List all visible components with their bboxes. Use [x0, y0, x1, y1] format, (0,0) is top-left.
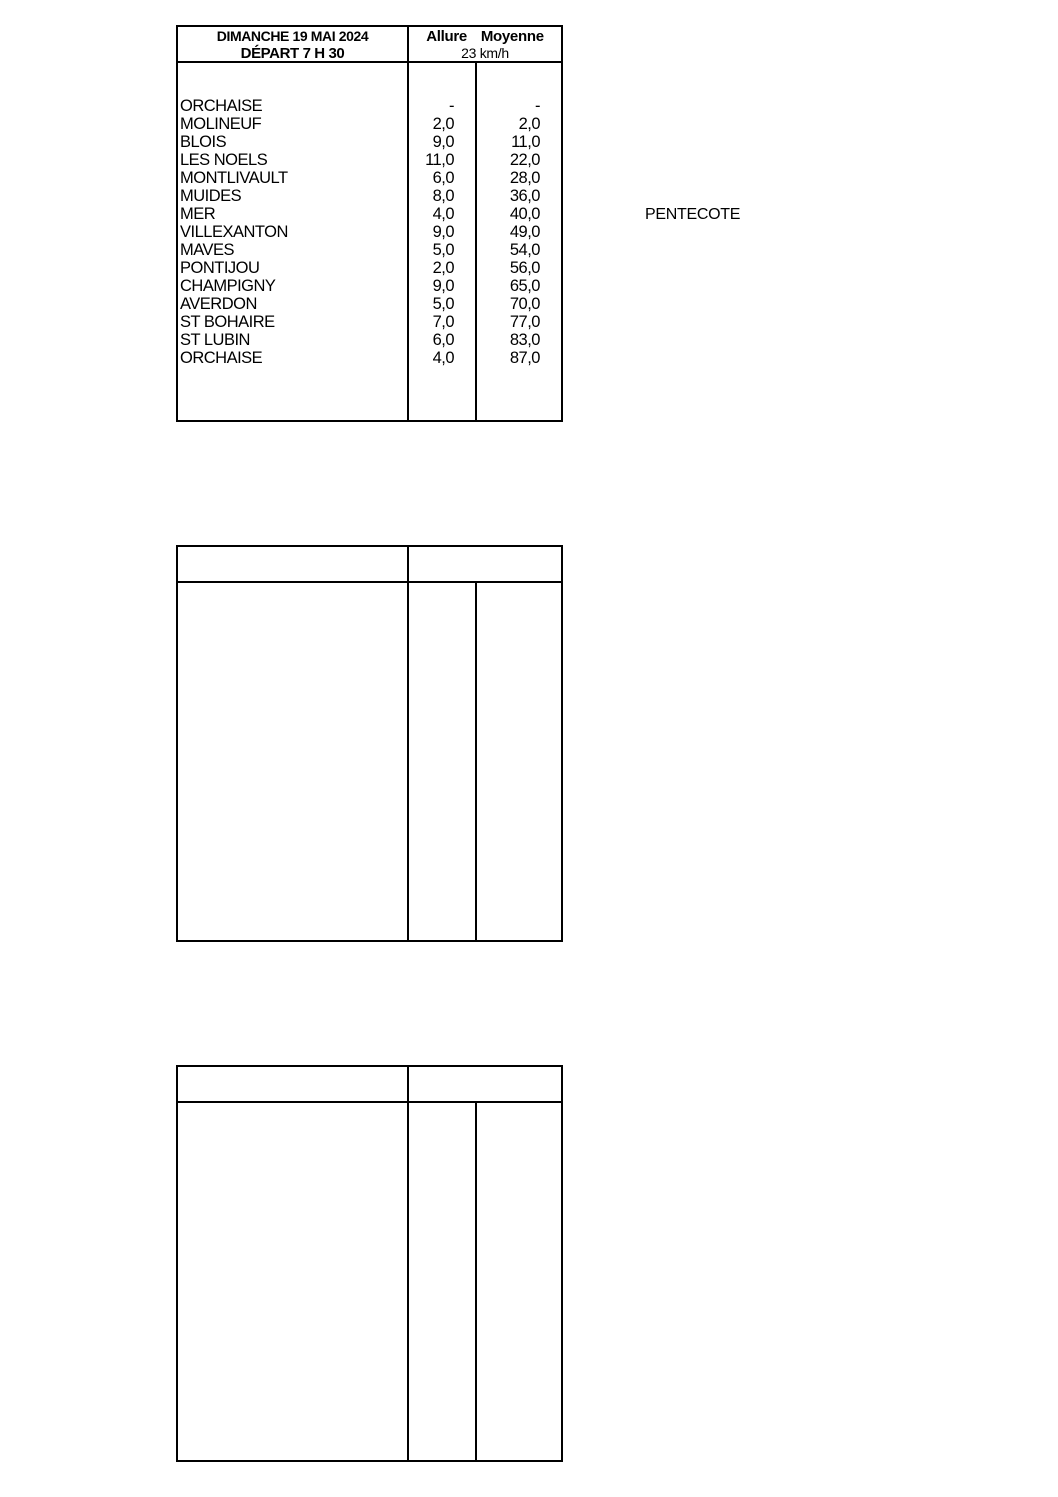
town-name: PONTIJOU	[180, 259, 260, 277]
allure-value: 6,0	[432, 331, 454, 349]
table-row	[178, 349, 561, 367]
moyenne-value: 11,0	[511, 133, 540, 151]
table-row	[178, 241, 561, 259]
town-name: MER	[180, 205, 216, 223]
route-table-3	[176, 1065, 563, 1462]
allure-value: 8,0	[432, 187, 454, 205]
allure-value: 5,0	[432, 241, 454, 259]
column-divider	[407, 547, 409, 940]
moyenne-value: 36,0	[509, 187, 540, 205]
allure-value: 9,0	[432, 277, 454, 295]
route-table-2	[176, 545, 563, 942]
town-name: MONTLIVAULT	[180, 169, 288, 187]
allure-value: 2,0	[432, 115, 454, 133]
town-name: AVERDON	[180, 295, 257, 313]
allure-value: 6,0	[432, 169, 454, 187]
town-name: MUIDES	[180, 187, 242, 205]
column-divider	[475, 1103, 477, 1460]
town-name: ORCHAISE	[180, 97, 263, 115]
town-name: LES NOELS	[180, 151, 268, 169]
table-row	[178, 97, 561, 115]
date-line: DIMANCHE 19 MAI 2024	[216, 28, 369, 44]
town-name: ST BOHAIRE	[180, 313, 275, 331]
allure-value: 7,0	[432, 313, 454, 331]
table-header	[178, 27, 561, 63]
table-row	[178, 295, 561, 313]
table-row	[178, 115, 561, 133]
allure-value: 11,0	[425, 151, 454, 169]
town-name: BLOIS	[180, 133, 227, 151]
header-date	[178, 28, 407, 62]
table-row	[178, 259, 561, 277]
town-name: ST LUBIN	[180, 331, 250, 349]
table-row	[178, 205, 561, 223]
col-moyenne: Moyenne	[480, 28, 544, 45]
allure-value: -	[449, 97, 454, 115]
allure-value: 9,0	[432, 223, 454, 241]
moyenne-value: 40,0	[509, 205, 540, 223]
town-name: MAVES	[180, 241, 235, 259]
speed-label: 23 km/h	[461, 45, 509, 61]
town-name: MOLINEUF	[180, 115, 262, 133]
column-divider	[475, 583, 477, 940]
moyenne-value: 22,0	[509, 151, 540, 169]
table-row	[178, 169, 561, 187]
moyenne-value: 87,0	[509, 349, 540, 367]
table-row	[178, 313, 561, 331]
table-row	[178, 277, 561, 295]
moyenne-value: 83,0	[509, 331, 540, 349]
route-table-1	[176, 25, 563, 422]
allure-value: 2,0	[432, 259, 454, 277]
town-name: ORCHAISE	[180, 349, 263, 367]
table-row	[178, 331, 561, 349]
moyenne-value: 2,0	[518, 115, 540, 133]
moyenne-value: 65,0	[509, 277, 540, 295]
allure-value: 4,0	[432, 205, 454, 223]
pentecote-note: PENTECOTE	[645, 206, 741, 223]
allure-value: 9,0	[432, 133, 454, 151]
allure-value: 5,0	[432, 295, 454, 313]
town-name: CHAMPIGNY	[180, 277, 276, 295]
moyenne-value: 70,0	[509, 295, 540, 313]
table-row	[178, 133, 561, 151]
town-name: VILLEXANTON	[180, 223, 288, 241]
table-row	[178, 223, 561, 241]
moyenne-value: -	[535, 97, 540, 115]
allure-value: 4,0	[432, 349, 454, 367]
moyenne-value: 56,0	[509, 259, 540, 277]
moyenne-value: 28,0	[509, 169, 540, 187]
column-divider	[407, 1067, 409, 1460]
moyenne-value: 77,0	[509, 313, 540, 331]
moyenne-value: 49,0	[509, 223, 540, 241]
table-row	[178, 187, 561, 205]
route-rows	[178, 97, 561, 367]
table-header	[178, 1067, 561, 1103]
moyenne-value: 54,0	[509, 241, 540, 259]
col-allure: Allure	[426, 28, 467, 45]
depart-line: DÉPART 7 H 30	[240, 45, 345, 62]
header-columns	[409, 28, 561, 62]
table-row	[178, 151, 561, 169]
table-header	[178, 547, 561, 583]
